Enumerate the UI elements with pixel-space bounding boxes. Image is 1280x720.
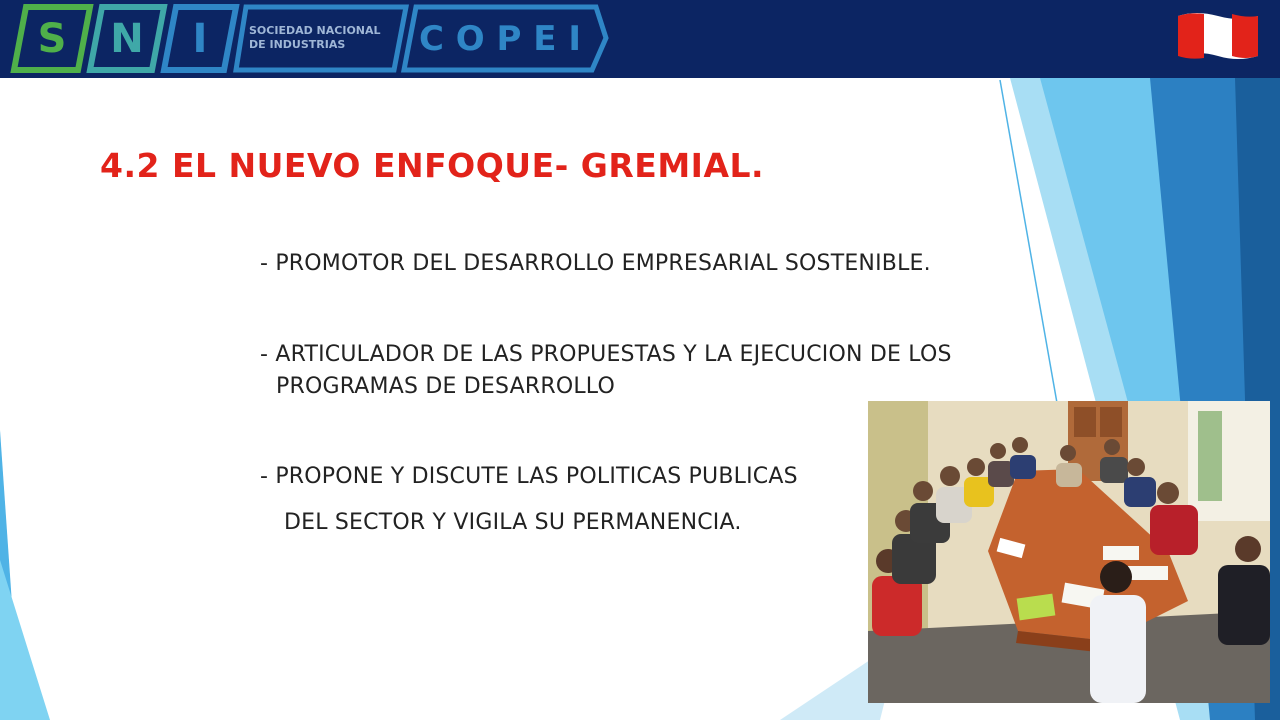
meeting-photo <box>868 401 1270 703</box>
bullet-articulador-line1: - ARTICULADOR DE LAS PROPUESTAS Y LA EJECUCION DE LOS <box>260 342 952 367</box>
bullet-promotor: - PROMOTOR DEL DESARROLLO EMPRESARIAL SOSTENIBLE. <box>260 251 931 276</box>
sni-copei-logo <box>0 0 620 78</box>
org-name-line2: DE INDUSTRIAS <box>249 38 346 51</box>
logo-n-text: N <box>110 16 144 62</box>
logo-s-text: S <box>37 16 67 62</box>
peru-flag-icon <box>1176 10 1260 60</box>
logo-letter-n <box>90 7 164 70</box>
logo-letter-s <box>14 7 90 70</box>
bullet-propone-line2: DEL SECTOR Y VIGILA SU PERMANENCIA. <box>284 510 742 535</box>
bullet-propone-line1: - PROPONE Y DISCUTE LAS POLITICAS PUBLICAS <box>260 464 798 489</box>
slide-title: 4.2 EL NUEVO ENFOQUE- GREMIAL. <box>100 146 765 185</box>
bullet-articulador-line2: PROGRAMAS DE DESARROLLO <box>276 374 615 399</box>
header-bar <box>0 0 1280 78</box>
copei-text: C O P E I <box>419 19 581 59</box>
logo-letter-i <box>164 7 236 70</box>
org-name-line1: SOCIEDAD NACIONAL <box>249 24 381 37</box>
logo-i-text: I <box>192 16 208 62</box>
